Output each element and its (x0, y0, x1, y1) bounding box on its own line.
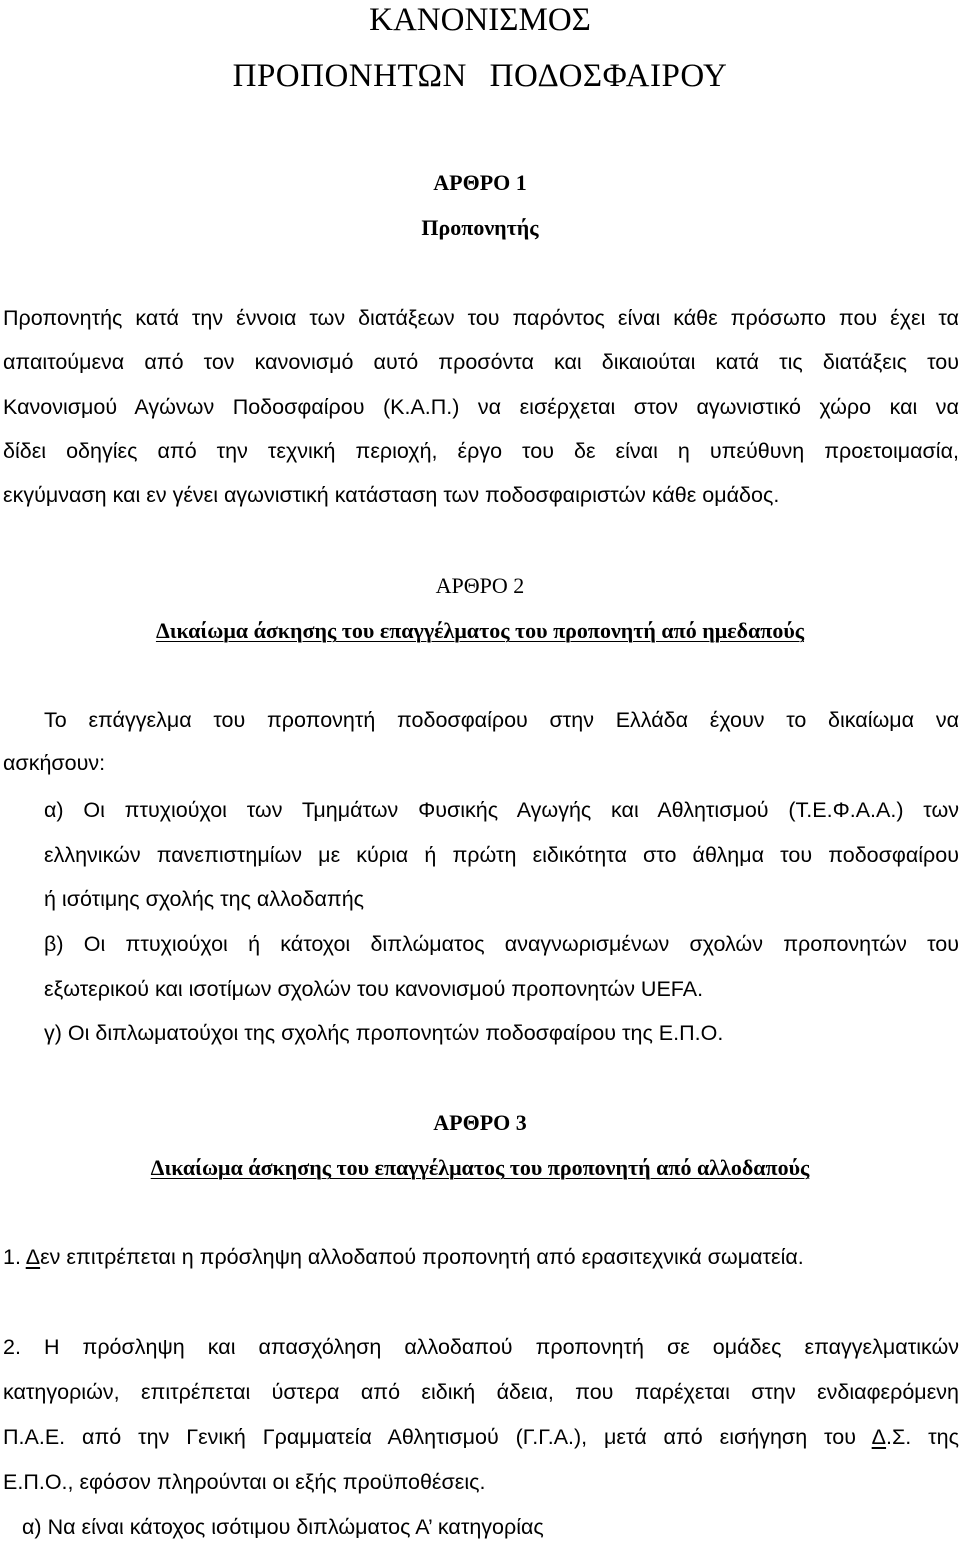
document-title-line1: ΚΑΝΟΝΙΣΜΟΣ (369, 2, 591, 38)
article3-p1-prefix: 1. (3, 1245, 26, 1269)
article3-paragraph-1 (3, 1242, 804, 1272)
article2-item-a-line-2: ελληνικών πανεπιστημίων με κύρια ή πρώτη ειδικότητα στο άθλημα του ποδοσφαίρου (44, 843, 959, 867)
article3-p2-line-1: 2. Η πρόσληψη και απασχόληση αλλοδαπού προπονητή σε ομάδες επαγγελματικών (3, 1335, 959, 1359)
article3-p2-line-2: κατηγοριών, επιτρέπεται ύστερα από ειδική άδεια, που παρέχεται στην ενδιαφερόμενη (3, 1380, 959, 1404)
document-title-line2: ΠΡΟΠΟΝΗΤΩΝ ΠΟΔΟΣΦΑΙΡΟΥ (232, 58, 728, 94)
article1-line-4: δίδει οδηγίες από την τεχνική περιοχή, έργο του δε είναι η υπεύθυνη προετοιμασία, (3, 439, 959, 463)
article2-number: ΑΡΘΡΟ 2 (435, 573, 525, 598)
article2-item-a-line-3: ή ισότιμης σχολής της αλλοδαπής (44, 887, 365, 911)
article2-item-c: γ) Οι διπλωματούχοι της σχολής προπονητών ποδοσφαίρου της Ε.Π.Ο. (44, 1021, 724, 1045)
article1-heading: Προπονητής (421, 215, 539, 240)
article3-number: ΑΡΘΡΟ 3 (433, 1110, 527, 1135)
article2-heading: Δικαίωμα άσκησης του επαγγέλματος του προπονητή από ημεδαπούς (155, 618, 805, 643)
article3-heading: Δικαίωμα άσκησης του επαγγέλματος του προπονητή από αλλοδαπούς (150, 1155, 810, 1180)
article2-item-b-line-2: εξωτερικού και ισοτίμων σχολών του κανονισμού προπονητών UEFA. (44, 977, 704, 1001)
article2-item-b-line-1: β) Οι πτυχιούχοι ή κάτοχοι διπλώματος αναγνωρισμένων σχολών προπονητών του (44, 932, 959, 956)
article1-line-1: Προπονητής κατά την έννοια των διατάξεων του παρόντος είναι κάθε πρόσωπο που έχει τα (3, 306, 959, 330)
article3-p2-line-3 (3, 1422, 959, 1452)
article3-p2-line3-after: .Σ. της (886, 1425, 959, 1449)
article3-p2-item-a: α) Να είναι κάτοχος ισότιμου διπλώματος Α’ κατηγορίας (22, 1515, 544, 1539)
article2-item-a-line-1: α) Οι πτυχιούχοι των Τμημάτων Φυσικής Αγωγής και Αθλητισμού (Τ.Ε.Φ.Α.Α.) των (44, 798, 959, 822)
article3-p1-rest: εν επιτρέπεται η πρόσληψη αλλοδαπού προπονητή από ερασιτεχνικά σωματεία. (40, 1245, 804, 1269)
article3-p2-line3-before: Π.Α.Ε. από την Γενική Γραμματεία Αθλητισμού (Γ.Γ.Α.), μετά από εισήγηση του (3, 1425, 872, 1449)
article1-number: ΑΡΘΡΟ 1 (433, 170, 527, 195)
article3-p2-line-4: Ε.Π.Ο., εφόσον πληρούνται οι εξής προϋποθέσεις. (3, 1470, 486, 1494)
article2-line-1: Το επάγγελμα του προπονητή ποδοσφαίρου στην Ελλάδα έχουν το δικαίωμα να (44, 708, 959, 732)
article1-line-2: απαιτούμενα από τον κανονισμό αυτό προσόντα και δικαιούται κατά τις διατάξεις του (3, 350, 959, 374)
article3-p1-underlined: Δ (25, 1245, 41, 1269)
article1-line-3: Κανονισμού Αγώνων Ποδοσφαίρου (Κ.Α.Π.) να εισέρχεται στον αγωνιστικό χώρο και να (3, 395, 959, 419)
article1-line-5: εκγύμναση και εν γένει αγωνιστική κατάσταση των ποδοσφαιριστών κάθε ομάδος. (3, 483, 780, 507)
article2-line-2: ασκήσουν: (3, 751, 106, 775)
article3-p2-line3-underlined: Δ (871, 1425, 887, 1449)
